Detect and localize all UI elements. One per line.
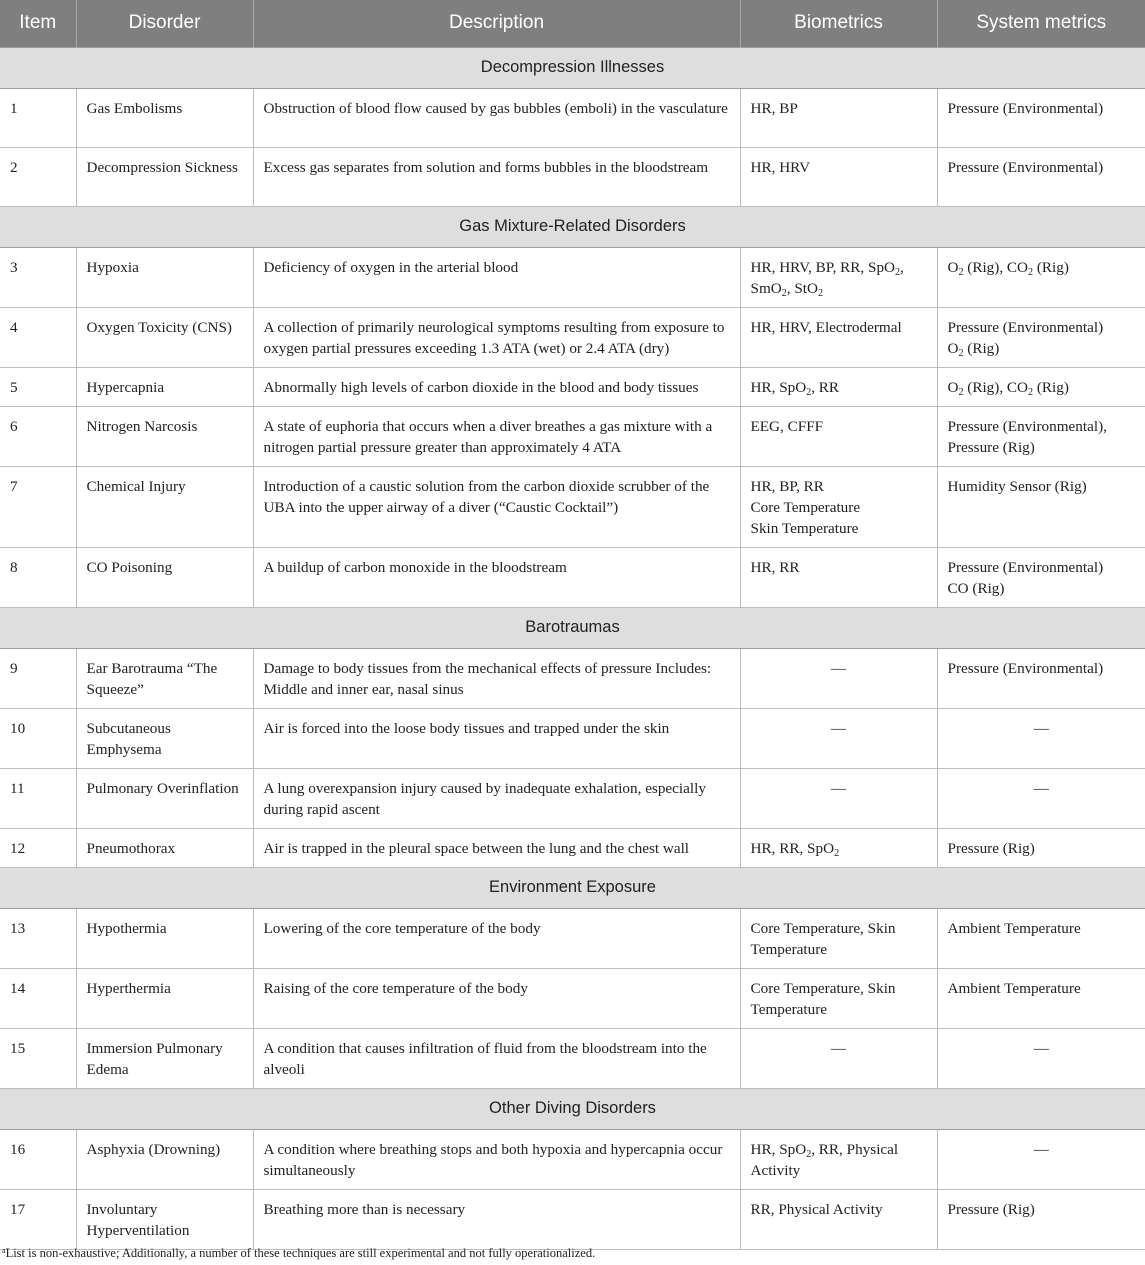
footnote <box>2 1246 595 1261</box>
item-cell: 3 <box>0 247 76 307</box>
group-title: Gas Mixture-Related Disorders <box>0 206 1145 247</box>
table-row <box>0 88 1145 147</box>
table-row <box>0 1028 1145 1088</box>
disorder-cell: Subcutaneous Emphysema <box>76 708 253 768</box>
biometrics-cell: HR, BP, RR Core Temperature Skin Temperature <box>740 466 937 547</box>
item-cell: 8 <box>0 547 76 607</box>
item-cell: 7 <box>0 466 76 547</box>
table-row <box>0 648 1145 708</box>
table-row <box>0 708 1145 768</box>
item-cell: 16 <box>0 1129 76 1189</box>
header-description: Description <box>253 0 740 47</box>
system-metrics-cell: — <box>937 708 1145 768</box>
item-cell: 12 <box>0 828 76 867</box>
description-cell: A lung overexpansion injury caused by inadequate exhalation, especially during rapid ascent <box>253 768 740 828</box>
disorder-cell: Pneumothorax <box>76 828 253 867</box>
item-cell: 14 <box>0 968 76 1028</box>
disorder-cell: Decompression Sickness <box>76 147 253 206</box>
group-title: Barotraumas <box>0 607 1145 648</box>
table-row <box>0 768 1145 828</box>
table-row <box>0 908 1145 968</box>
system-metrics-cell: Pressure (Environmental) <box>937 147 1145 206</box>
disorder-cell: CO Poisoning <box>76 547 253 607</box>
description-cell: Obstruction of blood flow caused by gas bubbles (emboli) in the vasculature <box>253 88 740 147</box>
item-cell: 9 <box>0 648 76 708</box>
biometrics-cell: — <box>740 768 937 828</box>
disorder-cell: Nitrogen Narcosis <box>76 406 253 466</box>
disorder-cell: Pulmonary Overinflation <box>76 768 253 828</box>
item-cell: 17 <box>0 1189 76 1249</box>
description-cell: Damage to body tissues from the mechanical effects of pressure Includes: Middle and inner ear, nasal sinus <box>253 648 740 708</box>
item-cell: 10 <box>0 708 76 768</box>
table-row <box>0 147 1145 206</box>
biometrics-cell: HR, SpO$_2$, RR <box>740 367 937 406</box>
item-cell: 13 <box>0 908 76 968</box>
table-row <box>0 828 1145 867</box>
biometrics-cell: HR, HRV, Electrodermal <box>740 307 937 367</box>
description-cell: Excess gas separates from solution and forms bubbles in the bloodstream <box>253 147 740 206</box>
system-metrics-cell: Pressure (Environmental), Pressure (Rig) <box>937 406 1145 466</box>
disorder-cell: Hypoxia <box>76 247 253 307</box>
system-metrics-cell: Humidity Sensor (Rig) <box>937 466 1145 547</box>
biometrics-cell: Core Temperature, Skin Temperature <box>740 968 937 1028</box>
table-row <box>0 247 1145 307</box>
group-row <box>0 607 1145 648</box>
system-metrics-cell: Pressure (Rig) <box>937 1189 1145 1249</box>
header-biometrics: Biometrics <box>740 0 937 47</box>
item-cell: 5 <box>0 367 76 406</box>
group-row <box>0 867 1145 908</box>
table-row <box>0 1129 1145 1189</box>
disorder-cell: Oxygen Toxicity (CNS) <box>76 307 253 367</box>
system-metrics-cell: $O_2$ (Rig), $CO_2$ (Rig) <box>937 247 1145 307</box>
header-system-metrics: System metrics <box>937 0 1145 47</box>
system-metrics-cell: — <box>937 768 1145 828</box>
item-cell: 15 <box>0 1028 76 1088</box>
biometrics-cell: HR, RR <box>740 547 937 607</box>
group-row <box>0 47 1145 88</box>
biometrics-cell: HR, HRV, BP, RR, SpO$_2$, SmO$_2$, StO$_2$ <box>740 247 937 307</box>
table-row <box>0 466 1145 547</box>
item-cell: 11 <box>0 768 76 828</box>
system-metrics-cell: Pressure (Environmental) CO (Rig) <box>937 547 1145 607</box>
system-metrics-cell: Pressure (Environmental) <box>937 648 1145 708</box>
description-cell: Introduction of a caustic solution from the carbon dioxide scrubber of the UBA into the upper airway of a diver (“Caustic Cocktail”) <box>253 466 740 547</box>
table-row <box>0 307 1145 367</box>
biometrics-cell: EEG, CFFF <box>740 406 937 466</box>
biometrics-cell: HR, HRV <box>740 147 937 206</box>
system-metrics-cell: Ambient Temperature <box>937 908 1145 968</box>
disorder-cell: Hypothermia <box>76 908 253 968</box>
item-cell: 4 <box>0 307 76 367</box>
biometrics-cell: Core Temperature, Skin Temperature <box>740 908 937 968</box>
biometrics-cell: RR, Physical Activity <box>740 1189 937 1249</box>
description-cell: A collection of primarily neurological symptoms resulting from exposure to oxygen partial pressures exceeding 1.3 ATA (wet) or 2.4 ATA (dry) <box>253 307 740 367</box>
header-item: Item <box>0 0 76 47</box>
group-title: Decompression Illnesses <box>0 47 1145 88</box>
disorder-cell: Hyperthermia <box>76 968 253 1028</box>
description-cell: Air is trapped in the pleural space between the lung and the chest wall <box>253 828 740 867</box>
system-metrics-cell: — <box>937 1028 1145 1088</box>
group-row <box>0 1088 1145 1129</box>
description-cell: Air is forced into the loose body tissues and trapped under the skin <box>253 708 740 768</box>
biometrics-cell: — <box>740 708 937 768</box>
disorder-cell: Asphyxia (Drowning) <box>76 1129 253 1189</box>
system-metrics-cell: — <box>937 1129 1145 1189</box>
system-metrics-cell: Ambient Temperature <box>937 968 1145 1028</box>
description-cell: A condition where breathing stops and both hypoxia and hypercapnia occur simultaneously <box>253 1129 740 1189</box>
system-metrics-cell: Pressure (Rig) <box>937 828 1145 867</box>
table-row <box>0 1189 1145 1249</box>
group-row <box>0 206 1145 247</box>
table-row <box>0 968 1145 1028</box>
disorder-cell: Chemical Injury <box>76 466 253 547</box>
description-cell: A state of euphoria that occurs when a diver breathes a gas mixture with a nitrogen partial pressure greater than approximately 4 ATA <box>253 406 740 466</box>
disorder-cell: Gas Embolisms <box>76 88 253 147</box>
table-row <box>0 367 1145 406</box>
system-metrics-cell: Pressure (Environmental) $O_2$ (Rig) <box>937 307 1145 367</box>
item-cell: 6 <box>0 406 76 466</box>
group-title: Other Diving Disorders <box>0 1088 1145 1129</box>
header-row <box>0 0 1145 47</box>
disorder-cell: Ear Barotrauma “The Squeeze” <box>76 648 253 708</box>
description-cell: A buildup of carbon monoxide in the bloodstream <box>253 547 740 607</box>
header-disorder: Disorder <box>76 0 253 47</box>
disorder-cell: Involuntary Hyperventilation <box>76 1189 253 1249</box>
description-cell: Breathing more than is necessary <box>253 1189 740 1249</box>
footnote-mark: a <box>2 1246 6 1255</box>
item-cell: 1 <box>0 88 76 147</box>
biometrics-cell: HR, SpO$_2$, RR, Physical Activity <box>740 1129 937 1189</box>
biometrics-cell: HR, RR, SpO$_2$ <box>740 828 937 867</box>
footnote-text: List is non-exhaustive; Additionally, a number of these techniques are still experimental and not fully operationalized. <box>5 1246 596 1260</box>
table-row <box>0 406 1145 466</box>
description-cell: Abnormally high levels of carbon dioxide in the blood and body tissues <box>253 367 740 406</box>
group-title: Environment Exposure <box>0 867 1145 908</box>
table-row <box>0 547 1145 607</box>
description-cell: Raising of the core temperature of the body <box>253 968 740 1028</box>
biometrics-cell: HR, BP <box>740 88 937 147</box>
disorder-cell: Immersion Pulmonary Edema <box>76 1028 253 1088</box>
description-cell: Lowering of the core temperature of the body <box>253 908 740 968</box>
biometrics-cell: — <box>740 648 937 708</box>
item-cell: 2 <box>0 147 76 206</box>
disorder-cell: Hypercapnia <box>76 367 253 406</box>
description-cell: A condition that causes infiltration of fluid from the bloodstream into the alveoli <box>253 1028 740 1088</box>
system-metrics-cell: $O_2$ (Rig), $CO_2$ (Rig) <box>937 367 1145 406</box>
table-body <box>0 47 1145 1249</box>
biometrics-cell: — <box>740 1028 937 1088</box>
description-cell: Deficiency of oxygen in the arterial blood <box>253 247 740 307</box>
system-metrics-cell: Pressure (Environmental) <box>937 88 1145 147</box>
